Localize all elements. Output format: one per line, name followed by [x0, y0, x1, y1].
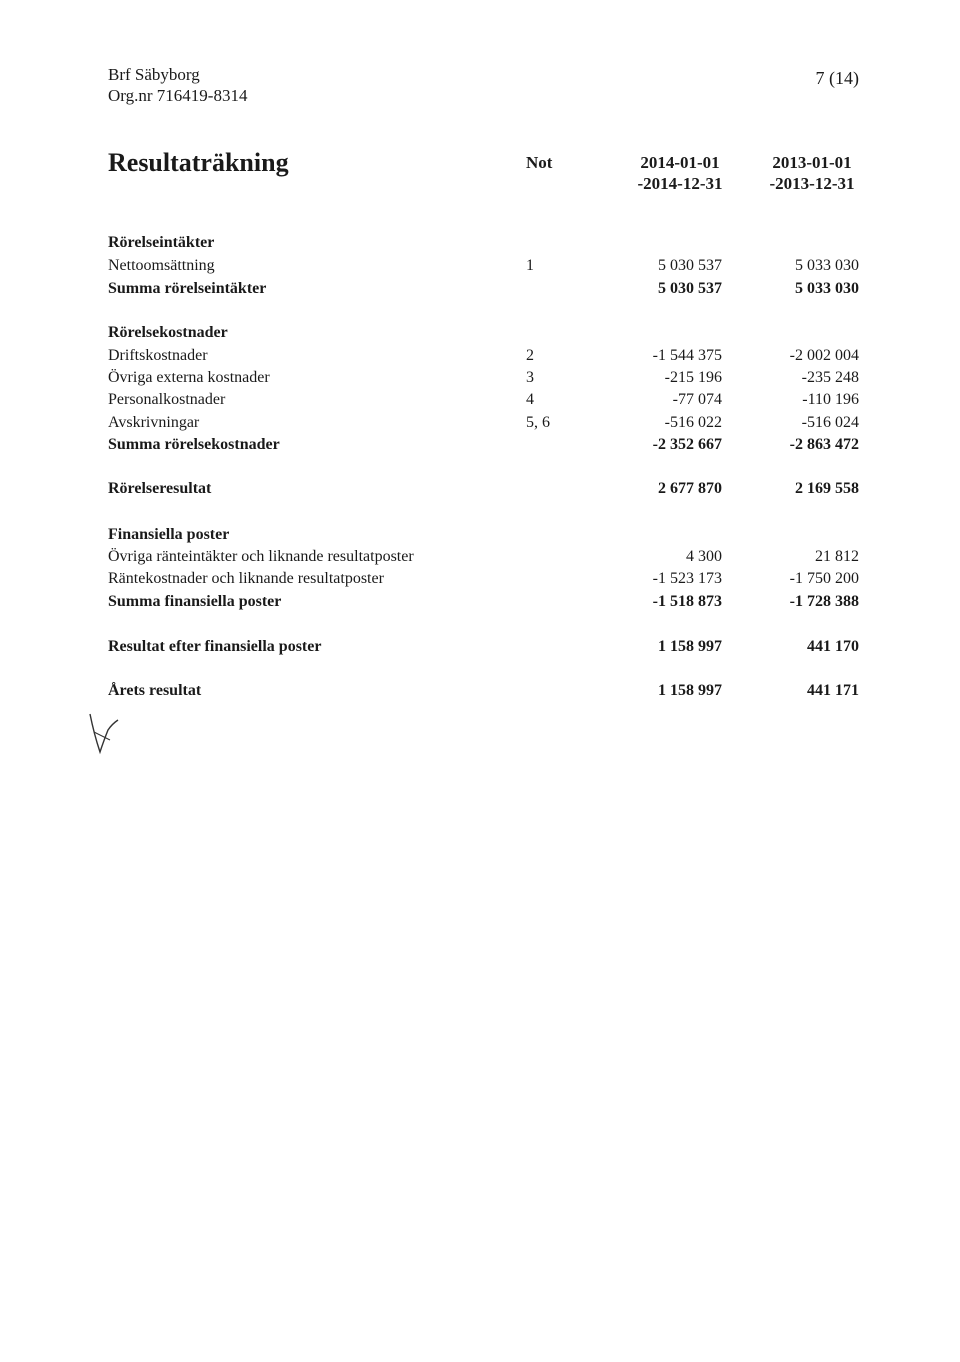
row-value-2013: 2 169 558 [795, 480, 859, 497]
row-label: Rörelseresultat [108, 480, 212, 497]
row-note: 2 [526, 347, 534, 364]
row-label: Övriga externa kostnader [108, 369, 270, 386]
row-label: Övriga ränteintäkter och liknande resultatposter [108, 548, 414, 565]
row-value-2013: -516 024 [801, 414, 859, 431]
row-value-2014: -77 074 [672, 391, 722, 408]
table-row [0, 278, 960, 300]
period-2014-end: -2014-12-31 [637, 174, 723, 193]
row-note: 1 [526, 257, 534, 274]
row-label: Rörelsekostnader [108, 324, 228, 341]
row-value-2013: 5 033 030 [795, 257, 859, 274]
row-note: 4 [526, 391, 534, 408]
table-row [0, 591, 960, 613]
row-label: Räntekostnader och liknande resultatposter [108, 570, 384, 587]
table-row [0, 524, 960, 546]
row-value-2014: 2 677 870 [658, 480, 722, 497]
period-2014-start: 2014-01-01 [640, 153, 720, 172]
row-value-2013: -110 196 [802, 391, 859, 408]
row-label: Avskrivningar [108, 414, 200, 431]
row-value-2013: -1 750 200 [789, 570, 859, 587]
period-2013-header [762, 152, 862, 194]
row-value-2013: -235 248 [801, 369, 859, 386]
row-value-2014: -516 022 [664, 414, 722, 431]
row-note: 3 [526, 369, 534, 386]
period-2013-end: -2013-12-31 [769, 174, 855, 193]
row-label: Summa rörelsekostnader [108, 436, 280, 453]
row-value-2013: 441 171 [807, 682, 859, 699]
table-row [0, 680, 960, 702]
table-row [0, 232, 960, 254]
table-row [0, 322, 960, 344]
period-2014-header [630, 152, 730, 194]
row-label: Personalkostnader [108, 391, 226, 408]
row-value-2014: -1 544 375 [652, 347, 722, 364]
row-value-2013: 21 812 [815, 548, 859, 565]
org-number: Org.nr 716419-8314 [108, 86, 248, 105]
row-note: 5, 6 [526, 414, 550, 431]
row-label: Årets resultat [108, 682, 202, 699]
period-2013-start: 2013-01-01 [772, 153, 852, 172]
handwritten-initials [84, 710, 124, 760]
table-row [0, 255, 960, 277]
table-row [0, 636, 960, 658]
table-row [0, 546, 960, 568]
table-row [0, 389, 960, 411]
row-label: Summa rörelseintäkter [108, 280, 267, 297]
table-row [0, 412, 960, 434]
row-value-2013: 5 033 030 [795, 280, 859, 297]
table-row [0, 345, 960, 367]
row-value-2013: -2 863 472 [789, 436, 859, 453]
row-value-2014: 4 300 [686, 548, 722, 565]
row-value-2013: -2 002 004 [789, 347, 859, 364]
note-column-header: Not [526, 153, 553, 172]
row-label: Summa finansiella poster [108, 593, 282, 610]
table-row [0, 434, 960, 456]
row-value-2014: 5 030 537 [658, 280, 722, 297]
row-value-2014: -1 518 873 [652, 593, 722, 610]
row-value-2013: -1 728 388 [789, 593, 859, 610]
row-label: Finansiella poster [108, 526, 230, 543]
row-value-2014: -1 523 173 [652, 570, 722, 587]
row-value-2014: 1 158 997 [658, 682, 722, 699]
row-value-2014: -215 196 [664, 369, 722, 386]
row-value-2014: 5 030 537 [658, 257, 722, 274]
row-value-2014: -2 352 667 [652, 436, 722, 453]
row-label: Resultat efter finansiella poster [108, 638, 322, 655]
page-title: Resultaträkning [108, 148, 289, 177]
row-value-2014: 1 158 997 [658, 638, 722, 655]
table-row [0, 367, 960, 389]
row-label: Driftskostnader [108, 347, 208, 364]
page-number: 7 (14) [815, 68, 859, 88]
org-name: Brf Säbyborg [108, 65, 200, 84]
table-row [0, 478, 960, 500]
row-label: Nettoomsättning [108, 257, 215, 274]
row-label: Rörelseintäkter [108, 234, 215, 251]
table-row [0, 568, 960, 590]
row-value-2013: 441 170 [807, 638, 859, 655]
